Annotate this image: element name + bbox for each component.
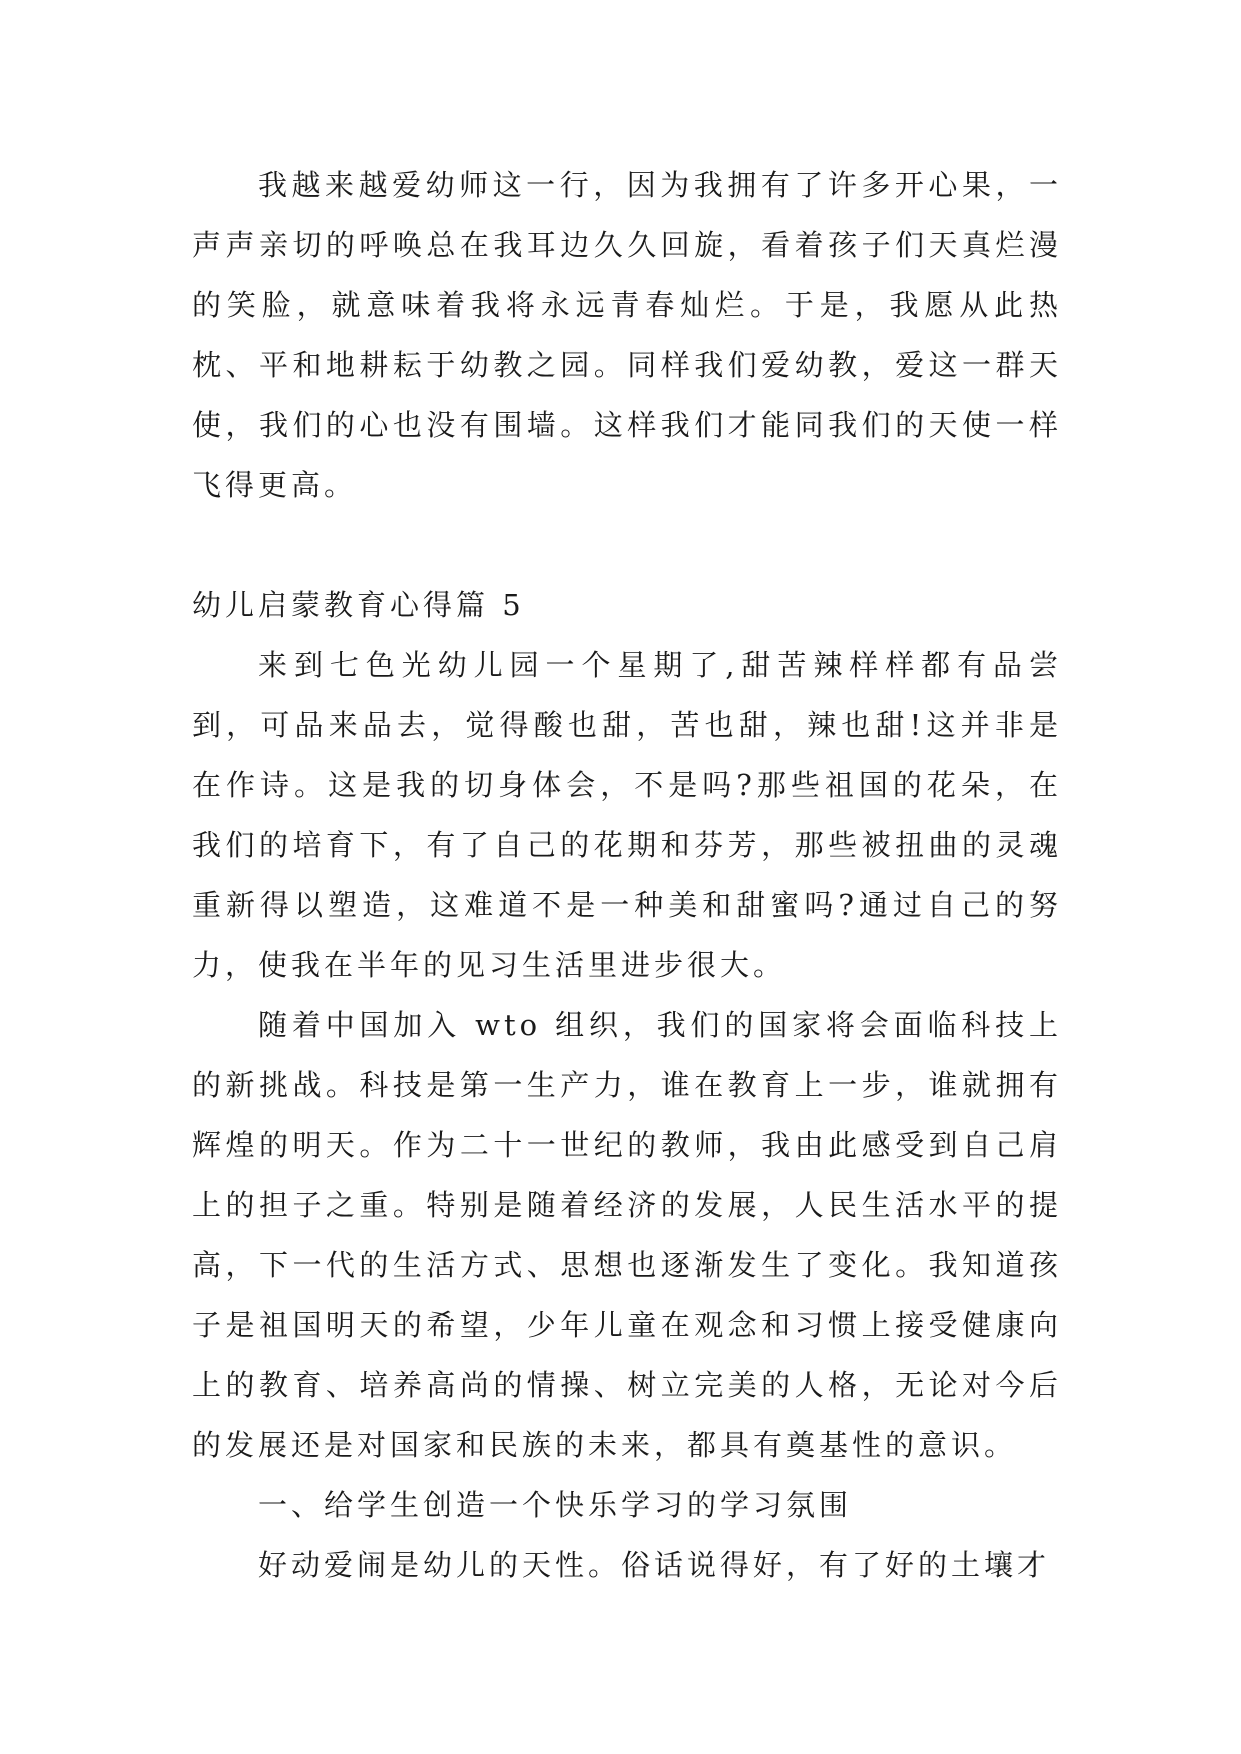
body-paragraph-1: 来到七色光幼儿园一个星期了,甜苦辣样样都有品尝到，可品来品去，觉得酸也甜，苦也甜，辣也甜!这并非是在作诗。这是我的切身体会，不是吗?那些祖国的花朵，在我们的培育下，有了自己的花期和芬芳，那些被扭曲的灵魂重新得以塑造，这难道不是一种美和甜蜜吗?通过自己的努力，使我在半年的见习生活里进步很大。 — [192, 648, 1062, 982]
document-body — [192, 155, 1062, 1595]
section-heading: 幼儿启蒙教育心得篇 5 — [192, 588, 525, 622]
section-spacer — [192, 515, 1062, 575]
subheading-paragraph: 一、给学生创造一个快乐学习的学习氛围 — [258, 1488, 853, 1522]
intro-paragraph: 我越来越爱幼师这一行，因为我拥有了许多开心果，一声声亲切的呼唤总在我耳边久久回旋，看着孩子们天真烂漫的笑脸，就意味着我将永远青春灿烂。于是，我愿从此热枕、平和地耕耘于幼教之园。同样我们爱幼教，爱这一群天使，我们的心也没有围墙。这样我们才能同我们的天使一样飞得更高。 — [192, 168, 1062, 502]
body-paragraph-3: 好动爱闹是幼儿的天性。俗话说得好，有了好的土壤才 — [258, 1548, 1051, 1582]
body-paragraph-2: 随着中国加入 wto 组织，我们的国家将会面临科技上的新挑战。科技是第一生产力，谁在教育上一步，谁就拥有辉煌的明天。作为二十一世纪的教师，我由此感受到自己肩上的担子之重。特别是随着经济的发展，人民生活水平的提高，下一代的生活方式、思想也逐渐发生了变化。我知道孩子是祖国明天的希望，少年儿童在观念和习惯上接受健康向上的教育、培养高尚的情操、树立完美的人格，无论对今后的发展还是对国家和民族的未来，都具有奠基性的意识。 — [192, 1008, 1062, 1462]
